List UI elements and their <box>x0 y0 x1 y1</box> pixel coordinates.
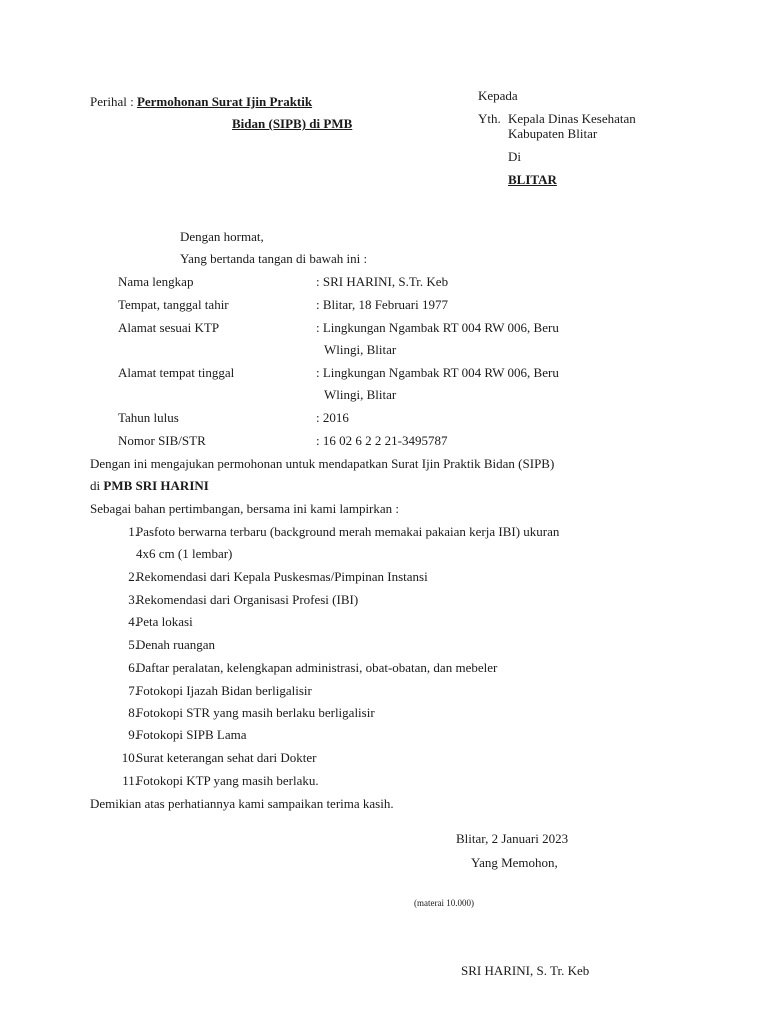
perihal-subject-line1: Permohonan Surat Ijin Praktik <box>136 94 313 109</box>
field-value-continued: Wlingi, Blitar <box>324 342 397 357</box>
field-label: Alamat tempat tinggal <box>118 365 235 380</box>
list-item-text: Peta lokasi <box>136 614 193 629</box>
list-item-text: Fotokopi STR yang masih berlaku berligalisir <box>136 705 375 720</box>
list-item <box>106 660 666 680</box>
signature-place-date: Blitar, 2 Januari 2023 <box>456 831 569 846</box>
attach-intro: Sebagai bahan pertimbangan, bersama ini kami lampirkan : <box>90 501 400 516</box>
field-nama <box>118 274 678 294</box>
recipient-di: Di <box>508 149 521 164</box>
list-item <box>106 727 666 747</box>
list-item-number: 3. <box>128 592 138 607</box>
list-item-text: Surat keterangan sehat dari Dokter <box>136 750 317 765</box>
field-value-continued: Wlingi, Blitar <box>324 387 397 402</box>
list-item-text: Fotokopi KTP yang masih berlaku. <box>136 773 319 788</box>
perihal-line <box>90 94 312 110</box>
field-value: : Lingkungan Ngambak RT 004 RW 006, Beru <box>316 365 559 380</box>
recipient-city: BLITAR <box>508 172 557 187</box>
field-value: : Lingkungan Ngambak RT 004 RW 006, Beru <box>316 320 559 335</box>
field-tempat-tanggal <box>118 297 678 317</box>
list-item-number: 7. <box>128 683 138 698</box>
recipient-line1: Kepala Dinas Kesehatan <box>508 111 636 126</box>
greeting: Dengan hormat, <box>180 229 264 244</box>
list-item <box>106 683 666 703</box>
field-label: Nama lengkap <box>118 274 194 289</box>
list-item-text: Pasfoto berwarna terbaru (background merah memakai pakaian kerja IBI) ukuran <box>136 524 560 539</box>
list-item <box>106 524 666 566</box>
list-item <box>106 637 666 657</box>
list-item <box>106 773 666 793</box>
list-item-number: 10. <box>121 750 138 765</box>
list-item-number: 4. <box>128 614 138 629</box>
list-item-text: Fotokopi SIPB Lama <box>136 727 247 742</box>
field-nomor-str <box>118 433 678 453</box>
list-item <box>106 614 666 634</box>
list-item-number: 6. <box>128 660 138 675</box>
recipient-line2: Kabupaten Blitar <box>508 126 598 141</box>
signature-title: Yang Memohon, <box>471 855 558 870</box>
field-tahun-lulus <box>118 410 678 430</box>
field-alamat-ktp <box>118 320 678 362</box>
field-value: : 2016 <box>316 410 349 425</box>
field-alamat-tinggal <box>118 365 678 407</box>
list-item-number: 2. <box>128 569 138 584</box>
list-item-number: 1. <box>128 524 138 539</box>
signature-name: SRI HARINI, S. Tr. Keb <box>461 963 590 978</box>
list-item-text: Rekomendasi dari Organisasi Profesi (IBI) <box>136 592 359 607</box>
list-item <box>106 750 666 770</box>
materai-note: (materai 10.000) <box>414 898 474 908</box>
field-value: : Blitar, 18 Februari 1977 <box>316 297 448 312</box>
request-pmb: PMB SRI HARINI <box>103 478 209 493</box>
field-value: : 16 02 6 2 2 21-3495787 <box>316 433 448 448</box>
list-item-number: 11. <box>122 773 138 788</box>
list-item-text: Denah ruangan <box>136 637 216 652</box>
list-item-text: Daftar peralatan, kelengkapan administrasi, obat-obatan, dan mebeler <box>136 660 498 675</box>
list-item-number: 9. <box>128 727 138 742</box>
recipient-kepada: Kepada <box>478 88 518 103</box>
list-item <box>106 592 666 612</box>
list-item-number: 5. <box>128 637 138 652</box>
perihal-subject-line2: Bidan (SIPB) di PMB <box>232 116 353 131</box>
list-item-text: Rekomendasi dari Kepala Puskesmas/Pimpinan Instansi <box>136 569 428 584</box>
list-item-number: 8. <box>128 705 138 720</box>
perihal-label: Perihal : <box>90 94 134 109</box>
request-line1: Dengan ini mengajukan permohonan untuk mendapatkan Surat Ijin Praktik Bidan (SIPB) <box>90 456 555 471</box>
request-prefix: di <box>90 478 101 493</box>
field-value: : SRI HARINI, S.Tr. Keb <box>316 274 449 289</box>
closing-text: Demikian atas perhatiannya kami sampaikan terima kasih. <box>90 796 394 811</box>
list-item <box>106 705 666 725</box>
list-item <box>106 569 666 589</box>
request-line2 <box>90 478 209 494</box>
field-label: Tempat, tanggal tahir <box>118 297 229 312</box>
list-item-text-continued: 4x6 cm (1 lembar) <box>136 546 233 561</box>
field-label: Alamat sesuai KTP <box>118 320 220 335</box>
intro-text: Yang bertanda tangan di bawah ini : <box>180 251 368 266</box>
recipient-yth: Yth. <box>478 111 501 126</box>
list-item-text: Fotokopi Ijazah Bidan berligalisir <box>136 683 312 698</box>
field-label: Tahun lulus <box>118 410 179 425</box>
field-label: Nomor SIB/STR <box>118 433 206 448</box>
